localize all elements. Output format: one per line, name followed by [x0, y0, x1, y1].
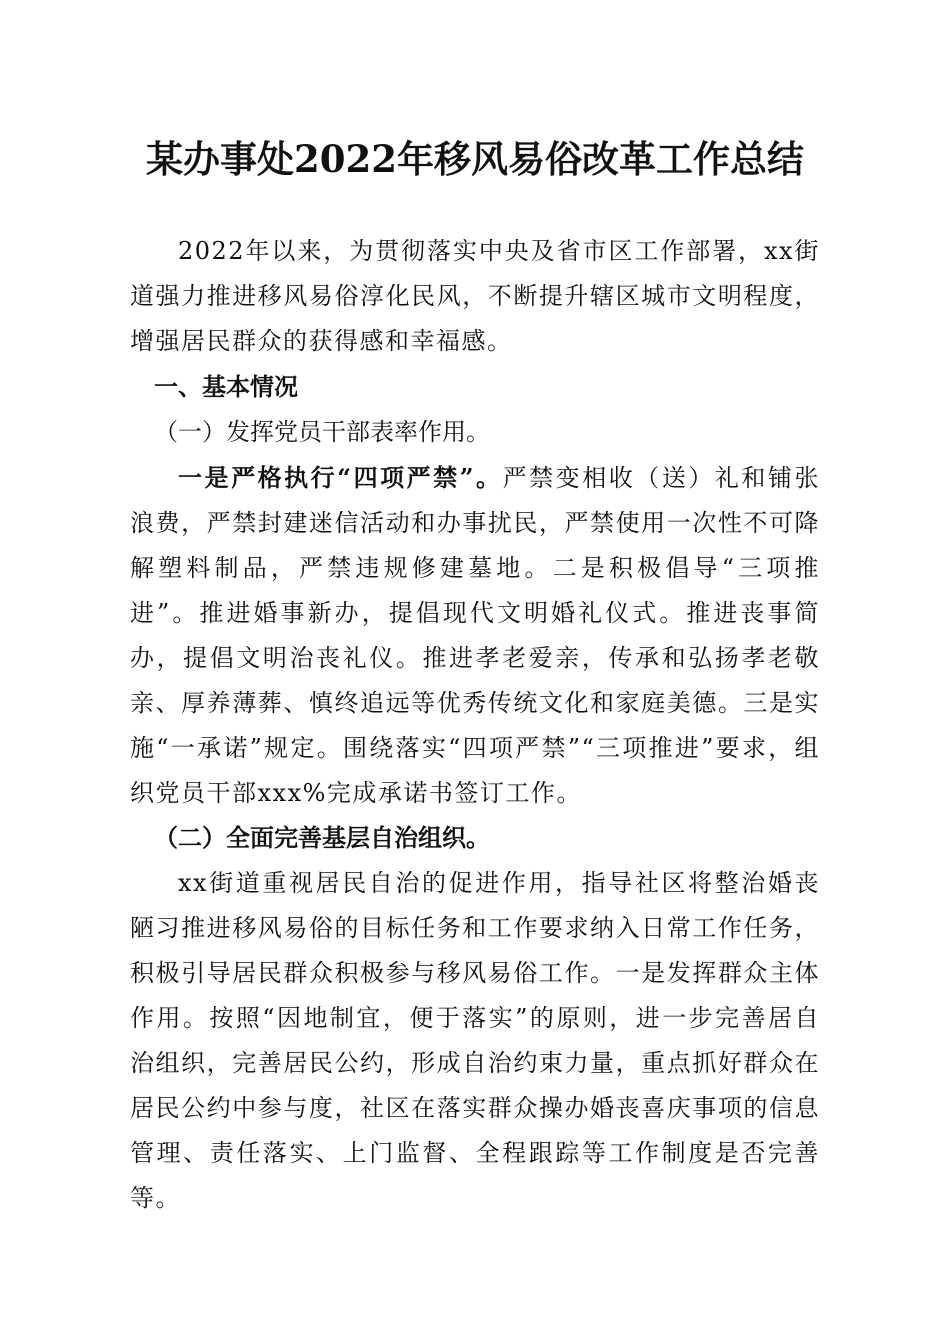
paragraph-party-members — [130, 455, 820, 816]
subsection-heading-party-members: （一）发挥党员干部表率作用。 — [154, 418, 490, 446]
paragraph-lead-text: 一是严格执行“四项严禁”。 — [178, 463, 503, 492]
paragraph-self-governance: xx街道重视居民自治的促进作用，指导社区将整治婚丧陋习推进移风易俗的目标任务和工作要求纳入日常工作任务，积极引导居民群众积极参与移风易俗工作。一是发挥群众主体作用。按照“因地制宜，便于落实”的原则，进一步完善居自治组织，完善居民公约，形成自治约束力量，重点抓好群众在居民公约中参与度，社区在落实群众操办婚丧喜庆事项的信息管理、责任落实、上门监督、全程跟踪等工作制度是否完善等。 — [130, 869, 820, 1212]
paragraph-body-text: 严禁变相收（送）礼和铺张浪费，严禁封建迷信活动和办事扰民，严禁使用一次性不可降解塑料制品，严禁违规修建墓地。二是积极倡导“三项推进”。推进婚事新办，提倡现代文明婚礼仪式。推进丧事简办，提倡文明治丧礼仪。推进孝老爱亲，传承和弘扬孝老敬亲、厚养薄葬、慎终追远等优秀传统文化和家庭美德。三是实施“一承诺”规定。围绕落实“四项严禁”“三项推进”要求，组织党员干部xxx%完成承诺书签订工作。 — [130, 464, 821, 807]
intro-paragraph: 2022年以来，为贯彻落实中央及省市区工作部署，xx街道强力推进移风易俗淳化民风，不断提升辖区城市文明程度，增强居民群众的获得感和幸福感。 — [130, 237, 820, 355]
document-title: 某办事处2022年移风易俗改革工作总结 — [146, 137, 804, 181]
subsection-heading-self-governance: （二）全面完善基层自治组织。 — [154, 824, 490, 852]
document-body — [130, 229, 820, 1221]
section-heading-basic-situation: 一、基本情况 — [154, 373, 298, 401]
